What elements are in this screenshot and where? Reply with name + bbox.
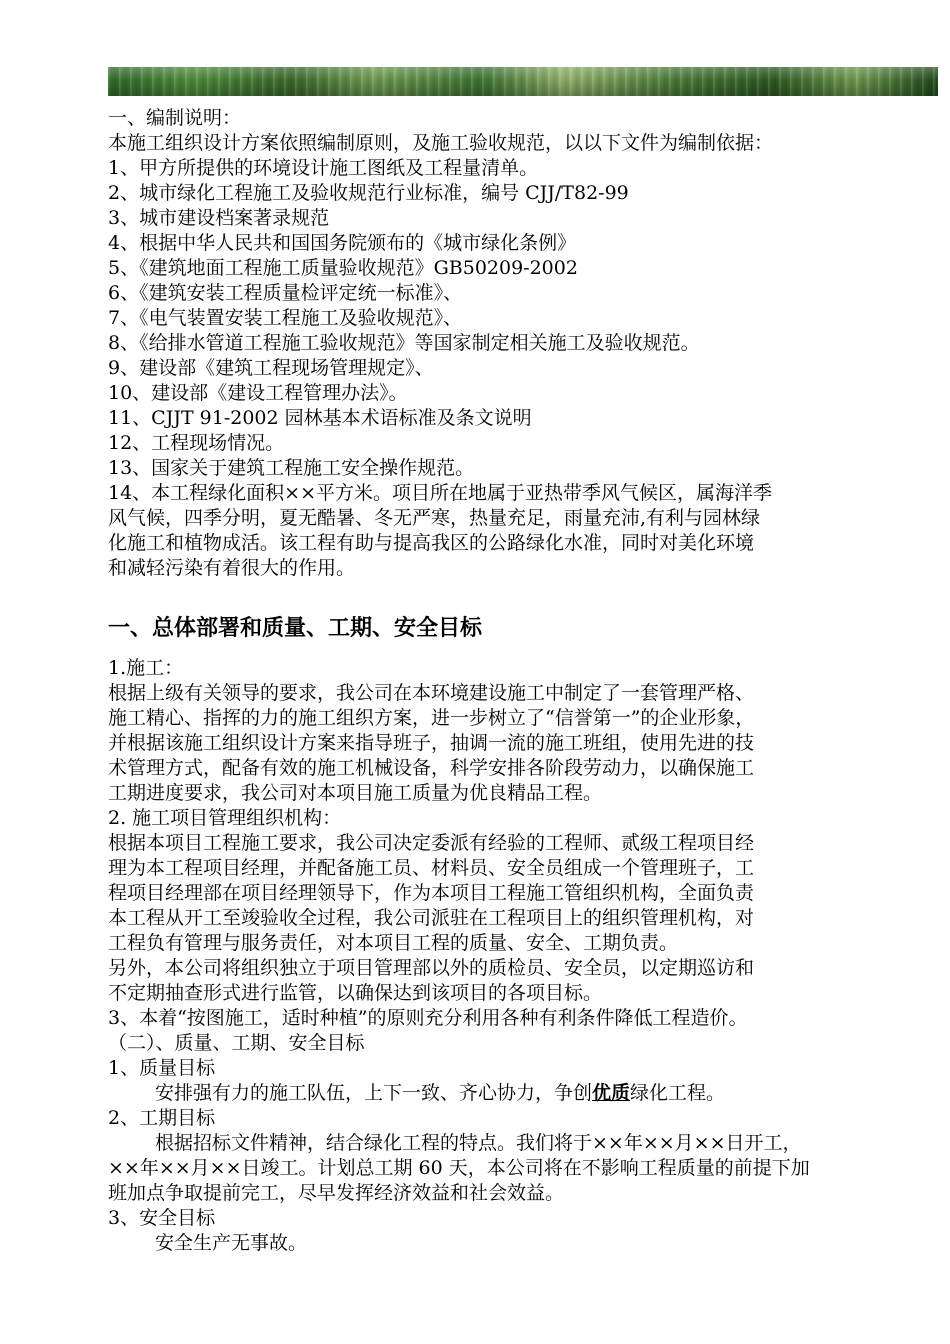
intro-line: 5、《建筑地面工程施工质量验收规范》GB50209-2002 bbox=[108, 257, 578, 279]
intro-line: 10、建设部《建设工程管理办法》。 bbox=[108, 382, 408, 404]
intro-line: 12、工程现场情况。 bbox=[108, 432, 285, 454]
intro-line: 13、国家关于建筑工程施工安全操作规范。 bbox=[108, 457, 475, 479]
body-line: 3、本着“按图施工，适时种植”的原则充分利用各种有利条件降低工程造价。 bbox=[108, 1007, 748, 1029]
schedule-line: 根据招标文件精神，结合绿化工程的特点。我们将于××年××月××日开工， bbox=[155, 1132, 802, 1154]
schedule-line: ××年××月××日竣工。计划总工期 60 天，本公司将在不影响工程质量的前提下加 bbox=[108, 1157, 810, 1179]
safety-goal-title: 3、安全目标 bbox=[108, 1207, 216, 1229]
body-line: 2. 施工项目管理组织机构： bbox=[108, 807, 342, 829]
body-line: 理为本工程项目经理，并配备施工员、材料员、安全员组成一个管理班子，工 bbox=[108, 857, 755, 879]
body-line: 施工精心、指挥的力的施工组织方案，进一步树立了“信誉第一”的企业形象， bbox=[108, 707, 755, 729]
intro-line: 11、CJJT 91-2002 园林基本术语标准及条文说明 bbox=[108, 407, 532, 429]
quality-text-pre: 安排强有力的施工队伍，上下一致、齐心协力，争创 bbox=[155, 1082, 593, 1104]
intro-line: 本施工组织设计方案依照编制原则，及施工验收规范，以以下文件为编制依据： bbox=[108, 132, 774, 154]
schedule-goal-title: 2、工期目标 bbox=[108, 1107, 216, 1129]
body-line: 另外，本公司将组织独立于项目管理部以外的质检员、安全员，以定期巡访和 bbox=[108, 957, 755, 979]
intro-line: 14、本工程绿化面积××平方米。项目所在地属于亚热带季风气候区，属海洋季 bbox=[108, 482, 773, 504]
safety-goal-text: 安全生产无事故。 bbox=[155, 1232, 308, 1254]
intro-line: 4、根据中华人民共和国国务院颁布的《城市绿化条例》 bbox=[108, 232, 577, 254]
body-line: 工期进度要求，我公司对本项目施工质量为优良精品工程。 bbox=[108, 782, 603, 804]
intro-line: 7、《电气装置安装工程施工及验收规范》、 bbox=[108, 307, 463, 329]
schedule-line: 班加点争取提前完工，尽早发挥经济效益和社会效益。 bbox=[108, 1182, 565, 1204]
intro-line: 和减轻污染有着很大的作用。 bbox=[108, 557, 356, 579]
body-line: 1、质量目标 bbox=[108, 1057, 216, 1079]
body-line: （二）、质量、工期、安全目标 bbox=[108, 1032, 365, 1054]
section-heading: 一、总体部署和质量、工期、安全目标 bbox=[108, 616, 483, 641]
intro-line: 8、《给排水管道工程施工验收规范》等国家制定相关施工及验收规范。 bbox=[108, 332, 700, 354]
header-banner-image bbox=[108, 67, 938, 96]
intro-line: 6、《建筑安装工程质量检评定统一标准》、 bbox=[108, 282, 463, 304]
body-line: 根据本项目工程施工要求，我公司决定委派有经验的工程师、贰级工程项目经 bbox=[108, 832, 755, 854]
intro-line: 化施工和植物成活。该工程有助与提高我区的公路绿化水准，同时对美化环境 bbox=[108, 532, 755, 554]
intro-line: 风气候，四季分明，夏无酷暑、冬无严寒，热量充足，雨量充沛,有利与园林绿 bbox=[108, 507, 761, 529]
body-line: 本工程从开工至竣验收全过程，我公司派驻在工程项目上的组织管理机构，对 bbox=[108, 907, 755, 929]
body-line: 1.施工： bbox=[108, 657, 184, 679]
quality-goal-text bbox=[155, 1081, 725, 1106]
body-line: 不定期抽查形式进行监管，以确保达到该项目的各项目标。 bbox=[108, 982, 603, 1004]
intro-line: 9、建设部《建筑工程现场管理规定》、 bbox=[108, 357, 434, 379]
body-line: 根据上级有关领导的要求，我公司在本环境建设施工中制定了一套管理严格、 bbox=[108, 682, 755, 704]
intro-line: 3、城市建设档案著录规范 bbox=[108, 207, 330, 229]
intro-line: 1、甲方所提供的环境设计施工图纸及工程量清单。 bbox=[108, 157, 539, 179]
intro-line: 2、城市绿化工程施工及验收规范行业标准，编号 CJJ/T82-99 bbox=[108, 182, 629, 204]
body-line: 工程负有管理与服务责任，对本项目工程的质量、安全、工期负责。 bbox=[108, 932, 679, 954]
quality-text-post: 绿化工程。 bbox=[630, 1082, 726, 1104]
body-line: 术管理方式，配备有效的施工机械设备，科学安排各阶段劳动力，以确保施工 bbox=[108, 757, 755, 779]
quality-underlined-word: 优质 bbox=[592, 1082, 631, 1104]
body-line: 程项目经理部在项目经理领导下，作为本项目工程施工管组织机构，全面负责 bbox=[108, 882, 755, 904]
body-line: 并根据该施工组织设计方案来指导班子，抽调一流的施工班组，使用先进的技 bbox=[108, 732, 755, 754]
intro-title: 一、编制说明： bbox=[108, 107, 242, 129]
